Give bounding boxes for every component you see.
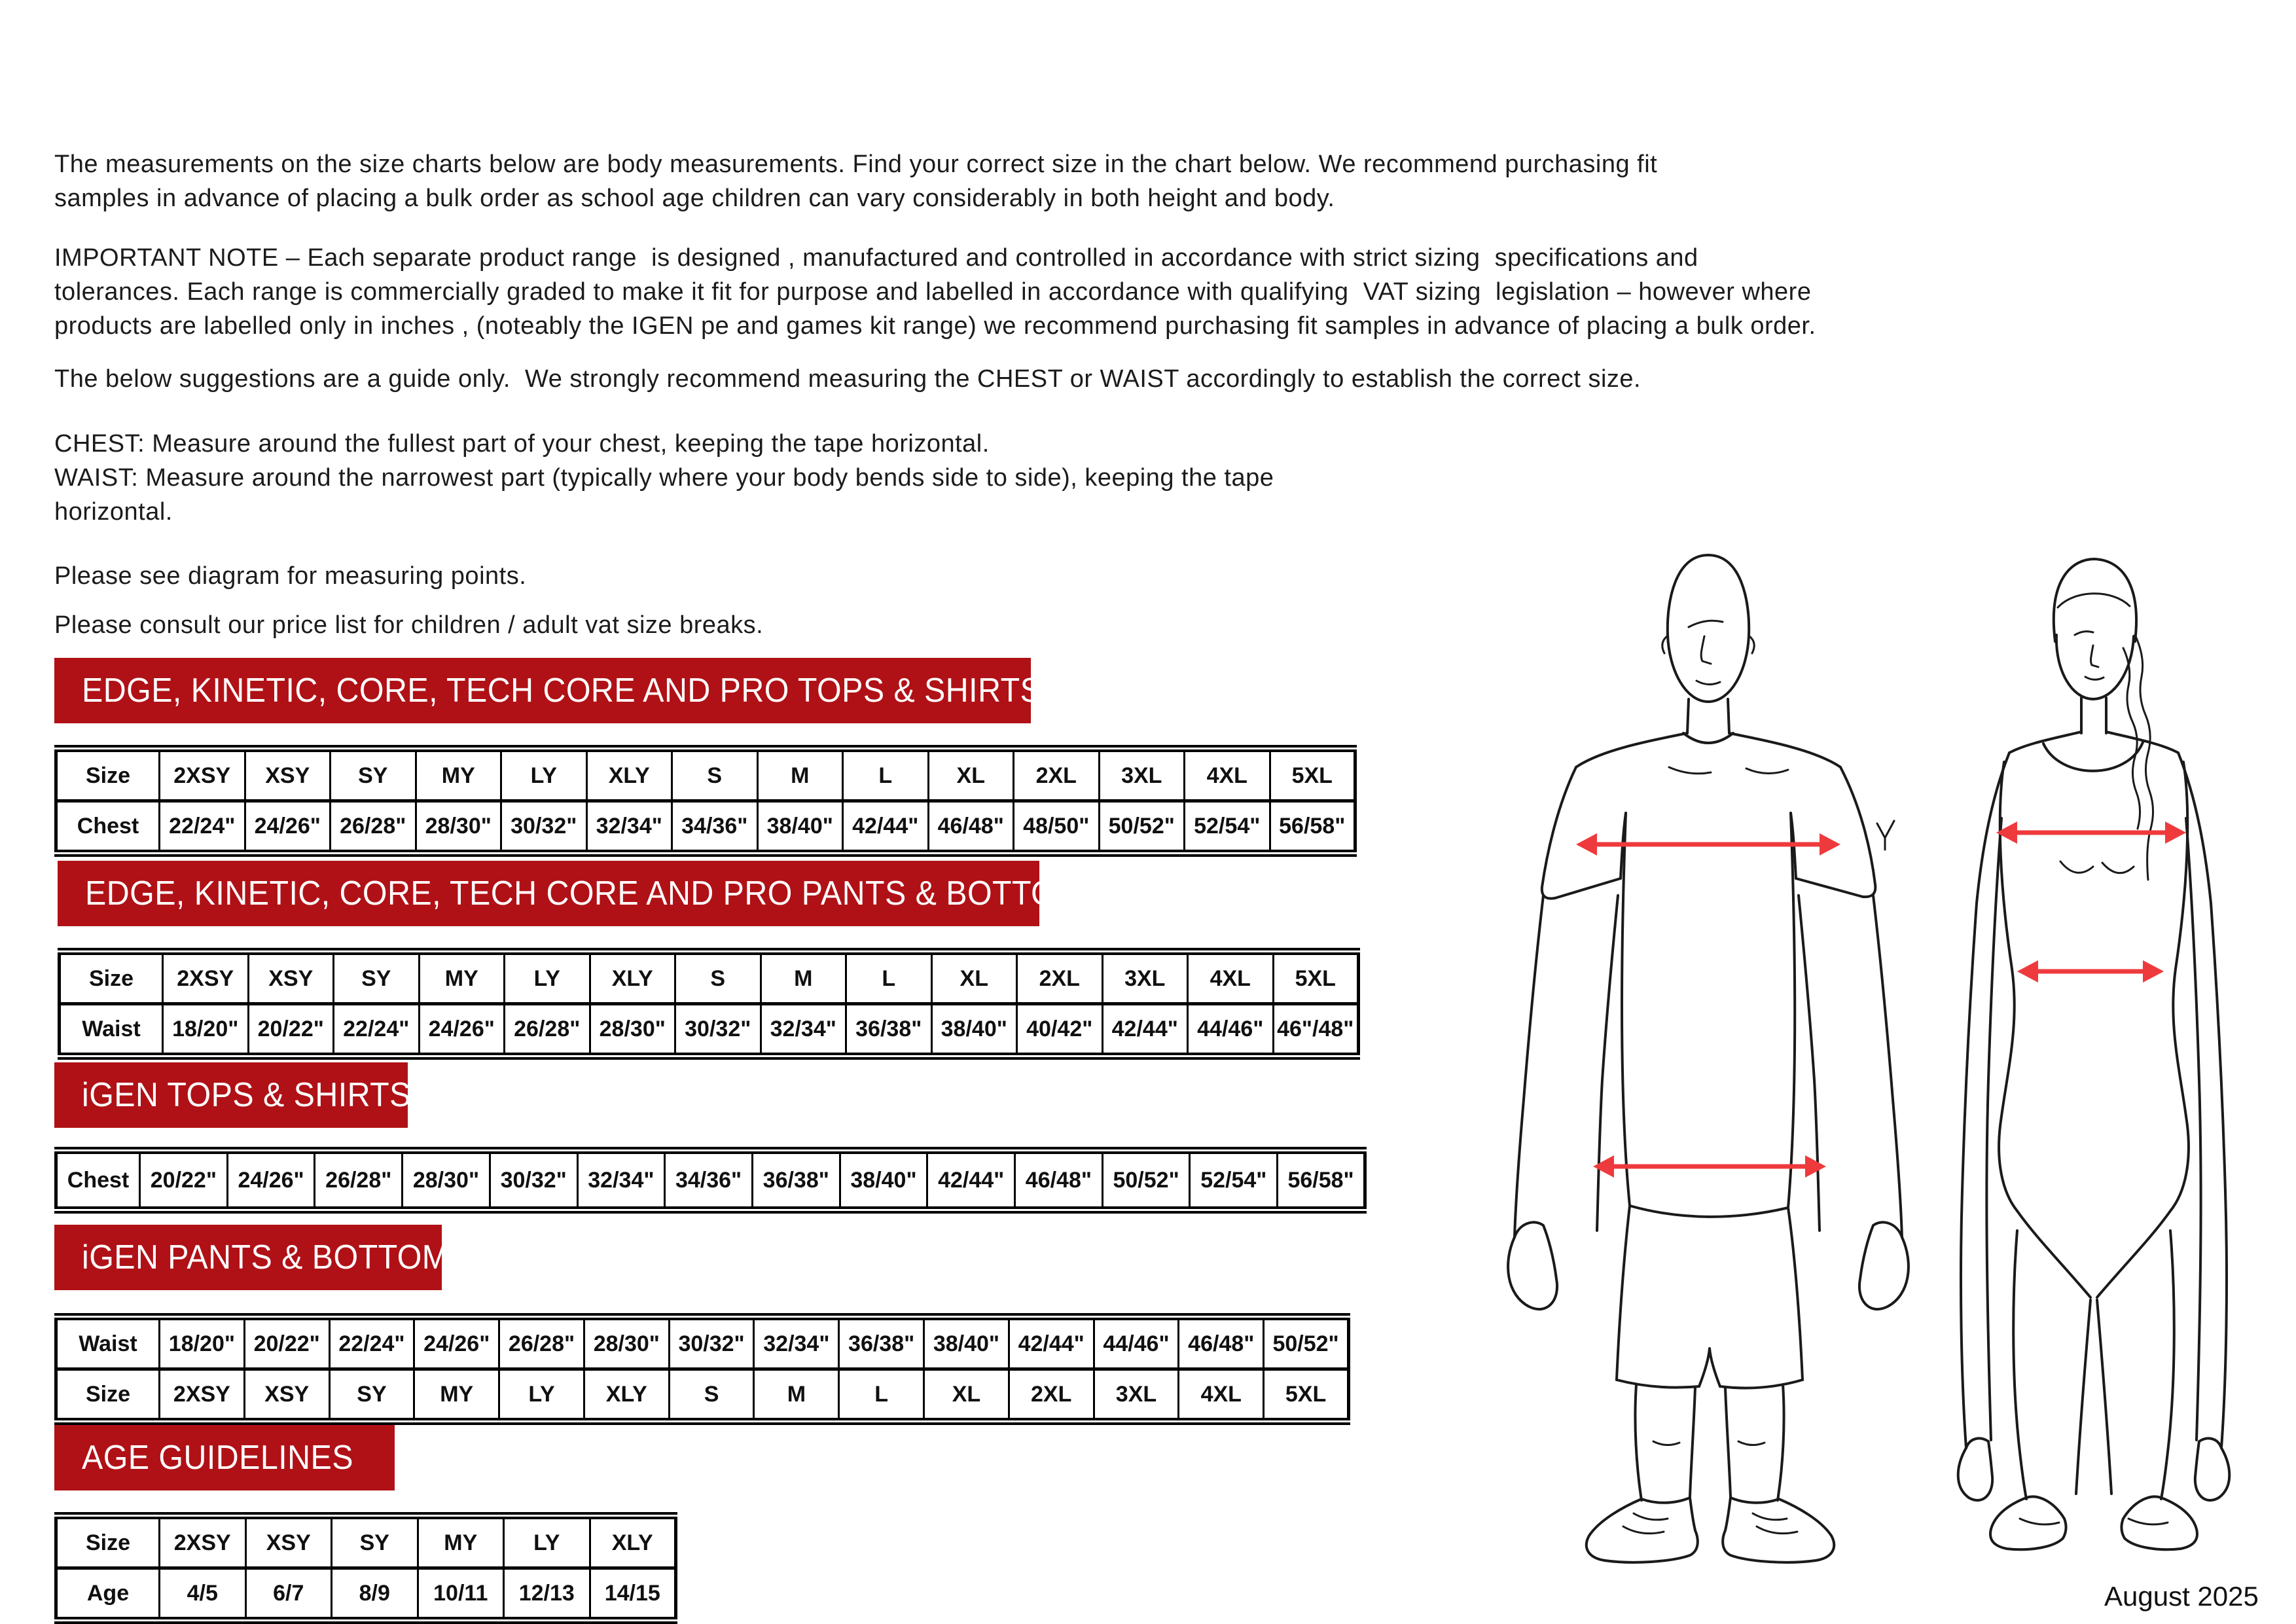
table-cell: XSY <box>244 1369 329 1422</box>
table-cell: MY <box>419 952 505 1004</box>
table-cell: 3XL <box>1094 1369 1179 1422</box>
igen-tops-size-table <box>54 1147 1367 1214</box>
table-cell: 24/26" <box>245 801 331 854</box>
banner-igen-pants <box>54 1225 471 1290</box>
table-cell: MY <box>418 1516 504 1568</box>
table-cell: 30/32" <box>501 801 587 854</box>
table-cell: 24/26" <box>419 1004 505 1056</box>
table-cell: 46/48" <box>1015 1151 1103 1210</box>
paragraph-line: tolerances. Each range is commercially graded to make it fit for purpose and labelled in accordance with qualifying VAT sizing legislation – however where <box>54 278 1812 306</box>
table-cell: 42/44" <box>1102 1004 1188 1056</box>
table-row <box>56 1516 676 1568</box>
table-cell: 28/30" <box>416 801 501 854</box>
chest-tip-line: CHEST: Measure around the fullest part of your chest, keeping the tape horizontal. <box>54 430 990 458</box>
table-cell: 28/30" <box>403 1151 490 1210</box>
age-guidelines-table <box>54 1512 677 1624</box>
table-row <box>56 1369 1349 1422</box>
table-cell: 4XL <box>1179 1369 1264 1422</box>
table-cell: 28/30" <box>584 1317 669 1369</box>
table-row <box>56 1317 1349 1369</box>
table-cell: 3XL <box>1102 952 1188 1004</box>
table-cell: 36/38" <box>839 1317 924 1369</box>
table-cell: XL <box>931 952 1017 1004</box>
row-header-cell: Waist <box>56 1317 160 1369</box>
table-cell: 46/48" <box>928 801 1014 854</box>
table-cell: 18/20" <box>163 1004 249 1056</box>
waist-tip-line2: horizontal. <box>54 498 173 526</box>
table-cell: XSY <box>248 952 334 1004</box>
table-cell: XLY <box>590 1516 676 1568</box>
table-cell: L <box>839 1369 924 1422</box>
table-cell: 2XL <box>1017 952 1103 1004</box>
row-header-cell: Size <box>60 952 163 1004</box>
pricelist-note <box>54 608 763 642</box>
row-header-cell: Waist <box>60 1004 163 1056</box>
row-header-cell: Size <box>56 1516 160 1568</box>
table-cell: 26/28" <box>315 1151 403 1210</box>
table-cell: 10/11 <box>418 1568 504 1621</box>
table-cell: 26/28" <box>499 1317 584 1369</box>
table-cell: XL <box>924 1369 1009 1422</box>
table-cell: 26/28" <box>331 801 416 854</box>
female-chest-measurement-arrow <box>1996 821 2186 844</box>
table-cell: 20/22" <box>140 1151 228 1210</box>
table-cell: 2XSY <box>163 952 249 1004</box>
female-figure-illustration <box>1958 559 2230 1549</box>
table-row <box>56 1568 676 1621</box>
table-cell: 36/38" <box>752 1151 840 1210</box>
table-cell: 22/24" <box>329 1317 414 1369</box>
table-cell: 46"/48" <box>1273 1004 1359 1056</box>
table-cell: 38/40" <box>931 1004 1017 1056</box>
table-cell: SY <box>332 1516 418 1568</box>
table-cell: 50/52" <box>1099 801 1185 854</box>
table-cell: 30/32" <box>675 1004 761 1056</box>
table-row <box>56 801 1355 854</box>
paragraph-line: products are labelled only in inches , (noteably the IGEN pe and games kit range) we recommend purchasing fit samples in advance of placing a bulk order. <box>54 312 1816 340</box>
table-cell: 52/54" <box>1185 801 1270 854</box>
guide-note-paragraph <box>54 362 1641 396</box>
male-chest-measurement-arrow <box>1576 833 1840 856</box>
table-row <box>60 1004 1359 1056</box>
table-cell: 5XL <box>1273 952 1359 1004</box>
row-header-cell: Size <box>56 1369 160 1422</box>
table-cell: 42/44" <box>1009 1317 1094 1369</box>
table-cell: 32/34" <box>586 801 672 854</box>
table-cell: XSY <box>245 1516 332 1568</box>
table-cell: XL <box>928 749 1014 801</box>
banner-title: iGEN PANTS & BOTTOMS <box>82 1238 471 1276</box>
paragraph-line: Please consult our price list for children / adult vat size breaks. <box>54 611 764 639</box>
table-cell: 28/30" <box>590 1004 675 1056</box>
table-cell: XLY <box>590 952 675 1004</box>
table-cell: 20/22" <box>244 1317 329 1369</box>
paragraph-line: IMPORTANT NOTE – Each separate product range is designed , manufactured and controlled in accordance with strict sizing specifications and <box>54 244 1698 272</box>
paragraph-line: The below suggestions are a guide only. We strongly recommend measuring the CHEST or WAIST accordingly to establish the correct size. <box>54 365 1641 393</box>
table-cell: 2XL <box>1014 749 1100 801</box>
table-cell: 4/5 <box>160 1568 246 1621</box>
paragraph-line: Please see diagram for measuring points. <box>54 562 527 590</box>
table-cell: 40/42" <box>1017 1004 1103 1056</box>
table-cell: 44/46" <box>1188 1004 1274 1056</box>
table-cell: LY <box>504 1516 590 1568</box>
measuring-points-illustration <box>1473 537 2291 1584</box>
table-cell: LY <box>499 1369 584 1422</box>
paragraph-line: The measurements on the size charts below are body measurements. Find your correct size in the chart below. We recommend purchasing fit <box>54 151 1658 178</box>
table-cell: XLY <box>584 1369 669 1422</box>
table-cell: 38/40" <box>757 801 843 854</box>
table-cell: 32/34" <box>754 1317 839 1369</box>
intro-paragraph <box>54 147 1657 215</box>
table-cell: 56/58" <box>1270 801 1355 854</box>
table-cell: 22/24" <box>334 1004 420 1056</box>
table-cell: 42/44" <box>843 801 929 854</box>
table-cell: 36/38" <box>846 1004 932 1056</box>
table-cell: 34/36" <box>665 1151 753 1210</box>
table-cell: 5XL <box>1264 1369 1349 1422</box>
table-cell: 2XL <box>1009 1369 1094 1422</box>
table-cell: SY <box>329 1369 414 1422</box>
table-cell: 24/26" <box>414 1317 499 1369</box>
table-cell: 6/7 <box>245 1568 332 1621</box>
table-cell: 56/58" <box>1278 1151 1365 1210</box>
table-cell: 20/22" <box>248 1004 334 1056</box>
female-waist-measurement-arrow <box>2017 960 2164 983</box>
banner-title: AGE GUIDELINES <box>82 1439 353 1477</box>
table-cell: 8/9 <box>332 1568 418 1621</box>
row-header-cell: Chest <box>56 801 160 854</box>
table-cell: LY <box>501 749 587 801</box>
waist-tip-line: WAIST: Measure around the narrowest part (typically where your body bends side to side), keeping the tape <box>54 464 1274 492</box>
row-header-cell: Size <box>56 749 160 801</box>
table-cell: 18/20" <box>160 1317 245 1369</box>
edge-tops-size-table <box>54 745 1357 857</box>
paragraph-line: samples in advance of placing a bulk order as school age children can vary considerably in both height and body. <box>54 185 1335 212</box>
table-cell: 50/52" <box>1264 1317 1349 1369</box>
table-cell: 50/52" <box>1102 1151 1190 1210</box>
table-cell: 14/15 <box>590 1568 676 1621</box>
table-cell: LY <box>505 952 590 1004</box>
table-row <box>56 1151 1365 1210</box>
footer-date: August 2025 <box>2104 1581 2259 1612</box>
table-cell: SY <box>331 749 416 801</box>
table-row <box>60 952 1359 1004</box>
banner-edge-tops <box>54 658 1042 723</box>
table-cell: 2XSY <box>160 1516 246 1568</box>
banner-title: EDGE, KINETIC, CORE, TECH CORE AND PRO PANTS & BOTTOMS <box>85 875 1104 912</box>
table-cell: 32/34" <box>761 1004 846 1056</box>
table-cell: 12/13 <box>504 1568 590 1621</box>
table-cell: S <box>675 952 761 1004</box>
table-cell: 44/46" <box>1094 1317 1179 1369</box>
table-cell: 22/24" <box>160 801 245 854</box>
table-cell: 32/34" <box>577 1151 665 1210</box>
table-cell: M <box>757 749 843 801</box>
diagram-note <box>54 559 526 593</box>
table-cell: 38/40" <box>924 1317 1009 1369</box>
table-cell: 34/36" <box>672 801 758 854</box>
table-cell: 30/32" <box>669 1317 754 1369</box>
row-header-cell: Chest <box>56 1151 140 1210</box>
table-cell: 38/40" <box>840 1151 927 1210</box>
table-cell: 46/48" <box>1179 1317 1264 1369</box>
banner-edge-pants <box>58 861 1104 926</box>
table-cell: M <box>761 952 846 1004</box>
table-cell: 5XL <box>1270 749 1355 801</box>
table-cell: 4XL <box>1188 952 1274 1004</box>
table-cell: XSY <box>245 749 331 801</box>
table-cell: 2XSY <box>160 1369 245 1422</box>
measuring-tips-paragraph <box>54 427 1274 529</box>
table-cell: 42/44" <box>927 1151 1015 1210</box>
table-cell: MY <box>414 1369 499 1422</box>
edge-pants-size-table <box>58 948 1360 1060</box>
table-cell: 2XSY <box>160 749 245 801</box>
table-cell: MY <box>416 749 501 801</box>
table-cell: S <box>669 1369 754 1422</box>
banner-age-guidelines <box>54 1425 395 1490</box>
banner-title: iGEN TOPS & SHIRTS <box>82 1076 411 1114</box>
table-cell: 30/32" <box>490 1151 577 1210</box>
table-cell: 24/26" <box>227 1151 315 1210</box>
banner-igen-tops <box>54 1062 411 1128</box>
table-cell: 52/54" <box>1190 1151 1278 1210</box>
male-figure-illustration <box>1508 555 1909 1562</box>
table-cell: 26/28" <box>505 1004 590 1056</box>
table-cell: 4XL <box>1185 749 1270 801</box>
table-cell: L <box>846 952 932 1004</box>
important-note-paragraph <box>54 241 1816 343</box>
row-header-cell: Age <box>56 1568 160 1621</box>
table-cell: 48/50" <box>1014 801 1100 854</box>
table-cell: L <box>843 749 929 801</box>
banner-title: EDGE, KINETIC, CORE, TECH CORE AND PRO TOPS & SHIRTS <box>82 672 1042 710</box>
table-row <box>56 749 1355 801</box>
table-cell: M <box>754 1369 839 1422</box>
table-cell: 3XL <box>1099 749 1185 801</box>
igen-pants-size-table <box>54 1313 1350 1425</box>
table-cell: S <box>672 749 758 801</box>
table-cell: XLY <box>586 749 672 801</box>
table-cell: SY <box>334 952 420 1004</box>
